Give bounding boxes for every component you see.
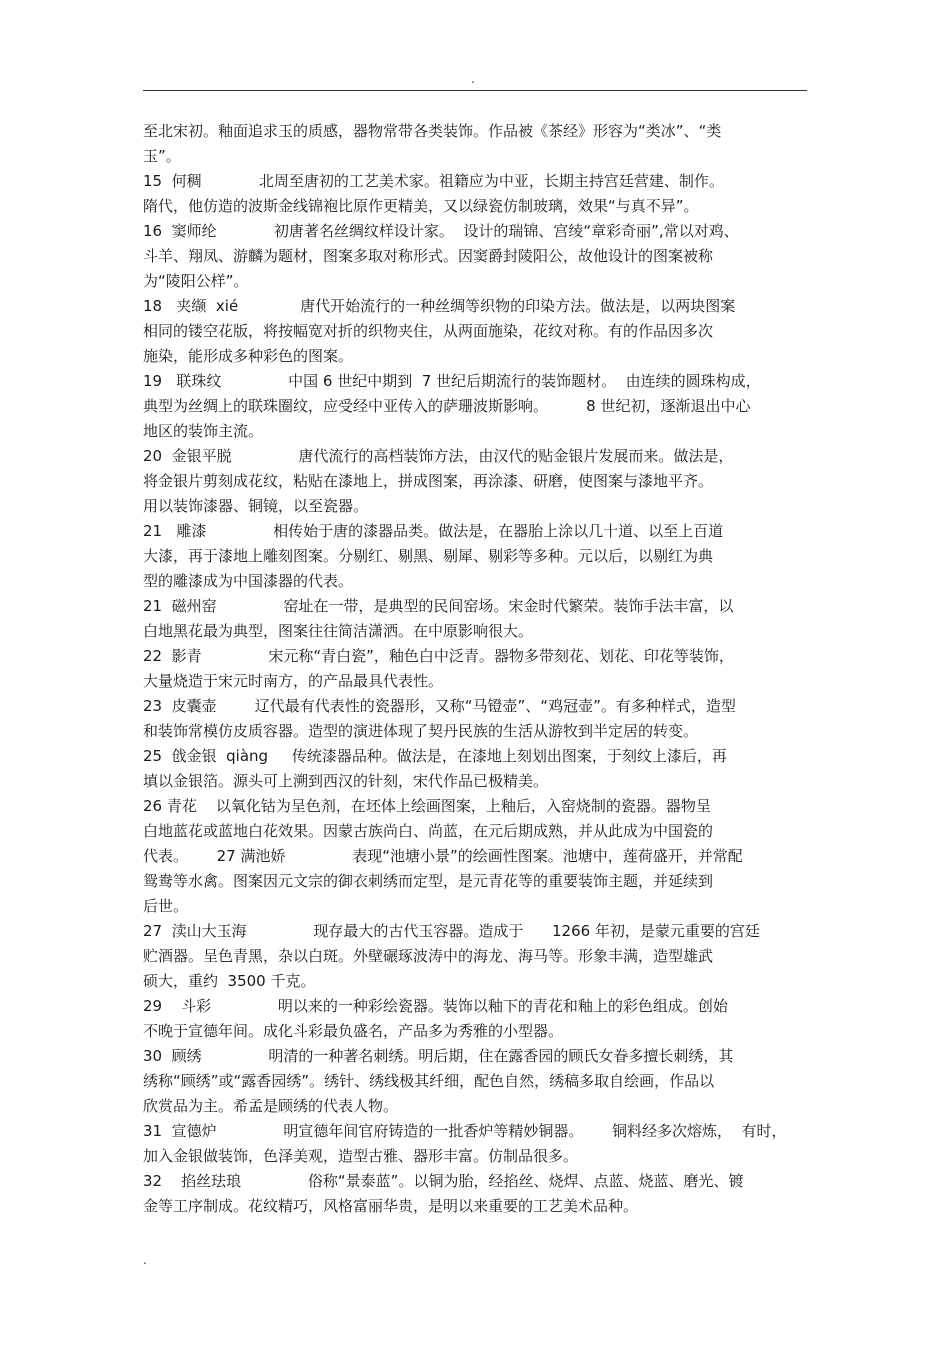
- text-line: 代表。 27 满池娇 表现“池塘小景”的绘画性图案。池塘中，莲荷盛开，并常配: [143, 847, 743, 865]
- text-line: 32 掐丝珐琅 俗称“景泰蓝”。以铜为胎，经掐丝、烧焊、点蓝、烧蓝、磨光、镀: [143, 1172, 744, 1190]
- text-line: 为“陵阳公样”。: [143, 272, 249, 290]
- text-line: 26 青花 以氧化钴为呈色剂，在坯体上绘画图案，上釉后，入窑烧制的瓷器。器物呈: [143, 797, 711, 815]
- text-line: 绣称“顾绣”或“露香园绣”。绣针、绣线极其纤细，配色自然，绣稿多取自绘画，作品以: [143, 1072, 715, 1090]
- text-line: 16 窦师纶 初唐著名丝绸纹样设计家。 设计的瑞锦、宫绫“章彩奇丽”,常以对鸡、: [143, 222, 739, 240]
- header-mark: .: [471, 72, 475, 86]
- text-line: 不晚于宣德年间。成化斗彩最负盛名，产品多为秀雅的小型器。: [143, 1022, 564, 1040]
- text-line: 用以装饰漆器、铜镜，以至瓷器。: [143, 497, 369, 515]
- text-line: 23 皮囊壶 辽代最有代表性的瓷器形，又称“马镫壶”、“鸡冠壶”。有多种样式，造型: [143, 697, 736, 715]
- text-line: 将金银片剪刻成花纹，粘贴在漆地上，拼成图案，再涂漆、研磨，使图案与漆地平齐。: [143, 472, 714, 490]
- text-line: 22 影青 宋元称“青白瓷”，釉色白中泛青。器物多带刻花、划花、印花等装饰，: [143, 647, 734, 665]
- text-line: 21 雕漆 相传始于唐的漆器品类。做法是，在器胎上涂以几十道、以至上百道: [143, 522, 724, 540]
- text-line: 大量烧造于宋元时南方，的产品最具代表性。: [143, 672, 444, 690]
- text-line: 29 斗彩 明以来的一种彩绘瓷器。装饰以釉下的青花和釉上的彩色组成。创始: [143, 997, 728, 1015]
- text-line: 19 联珠纹 中国 6 世纪中期到 7 世纪后期流行的装饰题材。 由连续的圆珠构成，: [143, 372, 761, 390]
- text-line: 31 宣德炉 明宣德年间官府铸造的一批香炉等精妙铜器。 铜料经多次熔炼， 有时，: [143, 1122, 787, 1140]
- text-line: 21 磁州窑 窑址在一带，是典型的民间窑场。宋金时代繁荣。装饰手法丰富，以: [143, 597, 734, 615]
- text-line: 型的雕漆成为中国漆器的代表。: [143, 572, 354, 590]
- text-line: 至北宋初。釉面追求玉的质感，器物常带各类装饰。作品被《茶经》形容为“类冰”、“类: [143, 122, 722, 140]
- text-line: 地区的装饰主流。: [143, 422, 264, 440]
- text-line: 隋代，他仿造的波斯金线锦袍比原作更精美，又以绿瓷仿制玻璃，效果“与真不异”。: [143, 197, 699, 215]
- text-line: 填以金银箔。源头可上溯到西汉的针刻，宋代作品已极精美。: [143, 772, 549, 790]
- text-line: 18 夹缬 xié 唐代开始流行的一种丝绸等织物的印染方法。做法是，以两块图案: [143, 297, 736, 315]
- header-rule: [143, 90, 807, 91]
- text-line: 斗羊、翔凤、游麟为题材，图案多取对称形式。因窦爵封陵阳公，故他设计的图案被称: [143, 247, 714, 265]
- text-line: 硕大，重约 3500 千克。: [143, 972, 316, 990]
- text-line: 白地黑花最为典型，图案往往简洁潇洒。在中原影响很大。: [143, 622, 534, 640]
- footer-mark: .: [143, 1253, 147, 1267]
- text-line: 欣赏品为主。希孟是顾绣的代表人物。: [143, 1097, 399, 1115]
- text-line: 鸳鸯等水禽。图案因元文宗的御衣刺绣而定型，是元青花等的重要装饰主题，并延续到: [143, 872, 714, 890]
- text-line: 25 戗金银 qiàng 传统漆器品种。做法是，在漆地上刻划出图案，于刻纹上漆后，再: [143, 747, 727, 765]
- text-line: 贮酒器。呈色青黑，杂以白斑。外壁碾琢波涛中的海龙、海马等。形象丰满，造型雄武: [143, 947, 714, 965]
- text-line: 金等工序制成。花纹精巧，风格富丽华贵，是明以来重要的工艺美术品种。: [143, 1197, 639, 1215]
- text-line: 15 何稠 北周至唐初的工艺美术家。祖籍应为中亚，长期主持宫廷营建、制作。: [143, 172, 724, 190]
- text-line: 玉”。: [143, 147, 181, 165]
- text-line: 典型为丝绸上的联珠圈纹，应受经中亚传入的萨珊波斯影响。 8 世纪初，逐渐退出中心: [143, 397, 751, 415]
- text-line: 施染，能形成多种彩色的图案。: [143, 347, 354, 365]
- document-body: [143, 119, 813, 1219]
- text-line: 20 金银平脱 唐代流行的高档装饰方法，由汉代的贴金银片发展而来。做法是，: [143, 447, 734, 465]
- text-line: 相同的镂空花版，将按幅宽对折的织物夹住，从两面施染，花纹对称。有的作品因多次: [143, 322, 714, 340]
- text-line: 加入金银做装饰，色泽美观，造型古雅、器形丰富。仿制品很多。: [143, 1147, 579, 1165]
- text-line: 大漆，再于漆地上雕刻图案。分剔红、剔黑、剔犀、剔彩等多种。元以后，以剔红为典: [143, 547, 714, 565]
- text-line: 27 渎山大玉海 现存最大的古代玉容器。造成于 1266 年初，是蒙元重要的宫廷: [143, 922, 760, 940]
- text-line: 后世。: [143, 897, 189, 915]
- text-line: 白地蓝花或蓝地白花效果。因蒙古族尚白、尚蓝，在元后期成熟，并从此成为中国瓷的: [143, 822, 714, 840]
- text-line: 和装饰常模仿皮质容器。造型的演进体现了契丹民族的生活从游牧到半定居的转变。: [143, 722, 699, 740]
- text-line: 30 顾绣 明清的一种著名刺绣。明后期，住在露香园的顾氏女眷多擅长刺绣，其: [143, 1047, 734, 1065]
